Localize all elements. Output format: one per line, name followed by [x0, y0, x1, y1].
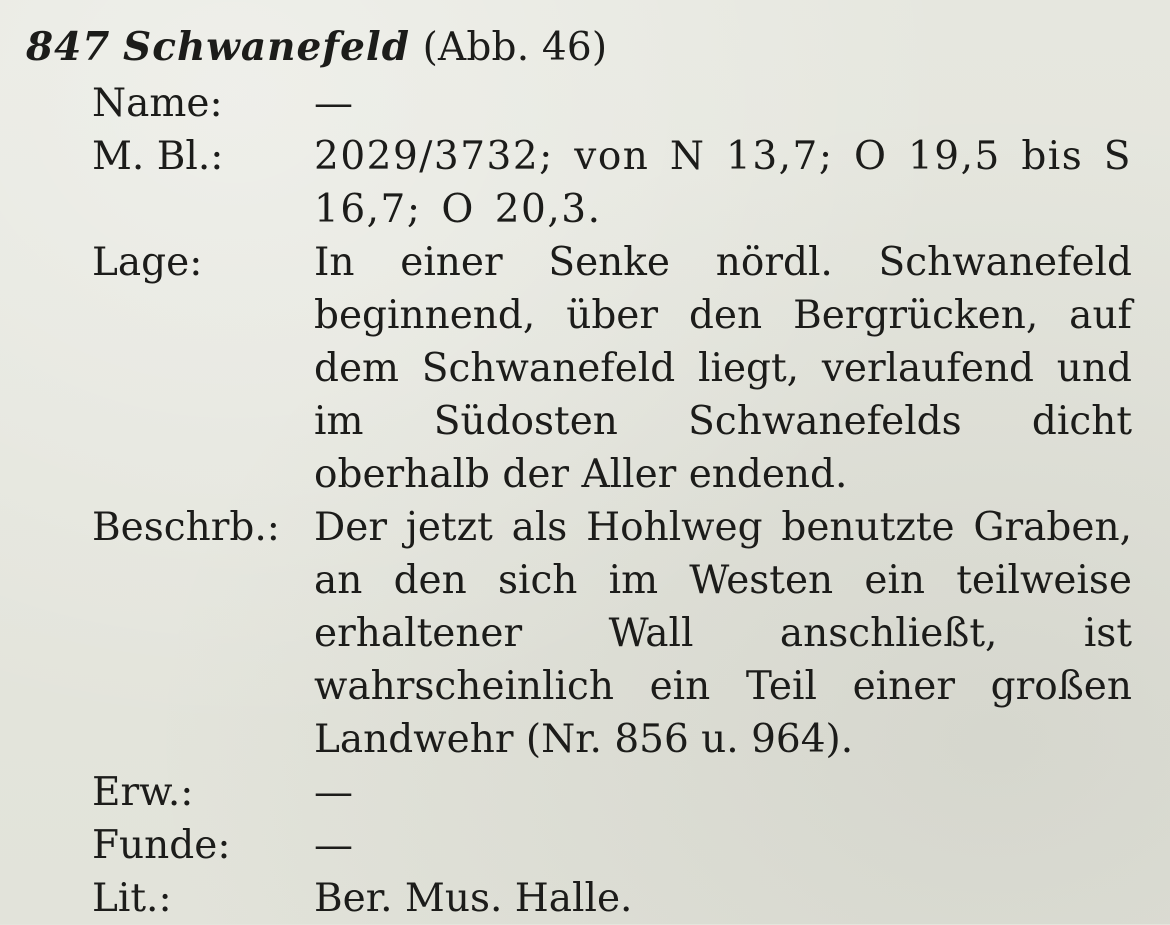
field-value: — — [314, 81, 353, 126]
figure-reference: (Abb. 46) — [422, 25, 608, 70]
field-label: Funde: — [92, 823, 231, 868]
entry-title: Schwanefeld — [123, 24, 410, 70]
field-value: — — [314, 823, 353, 868]
field-value: — — [314, 770, 353, 815]
field-map-sheet — [92, 130, 1132, 236]
field-description — [92, 501, 1132, 766]
field-finds — [92, 819, 1132, 872]
field-value: 2029/3732; von N 13,7; O 19,5 bis S 16,7; O 20,3. — [314, 134, 1132, 232]
field-value: Der jetzt als Hohlweg benutzte Graben, an den sich im Westen ein teilweise erhaltener Wall anschließt, ist wahrscheinlich ein Teil einer großen Landwehr (Nr. 856 u. 964). — [314, 505, 1132, 762]
field-label: Lage: — [92, 240, 203, 285]
field-literature — [92, 872, 1132, 925]
entry-heading — [26, 18, 1132, 77]
field-value: In einer Senke nördl. Schwanefeld beginnend, über den Bergrücken, auf dem Schwanefeld liegt, verlaufend und im Südosten Schwanefelds dicht oberhalb der Aller endend. — [314, 240, 1132, 497]
field-value: Ber. Mus. Halle. — [314, 876, 633, 921]
field-label: M. Bl.: — [92, 134, 224, 179]
field-location — [92, 236, 1132, 501]
field-label: Beschrb.: — [92, 505, 280, 550]
field-mention — [92, 766, 1132, 819]
entry-number: 847 — [26, 24, 111, 70]
field-label: Lit.: — [92, 876, 172, 921]
field-label: Erw.: — [92, 770, 194, 815]
field-name — [92, 77, 1132, 130]
field-label: Name: — [92, 81, 223, 126]
